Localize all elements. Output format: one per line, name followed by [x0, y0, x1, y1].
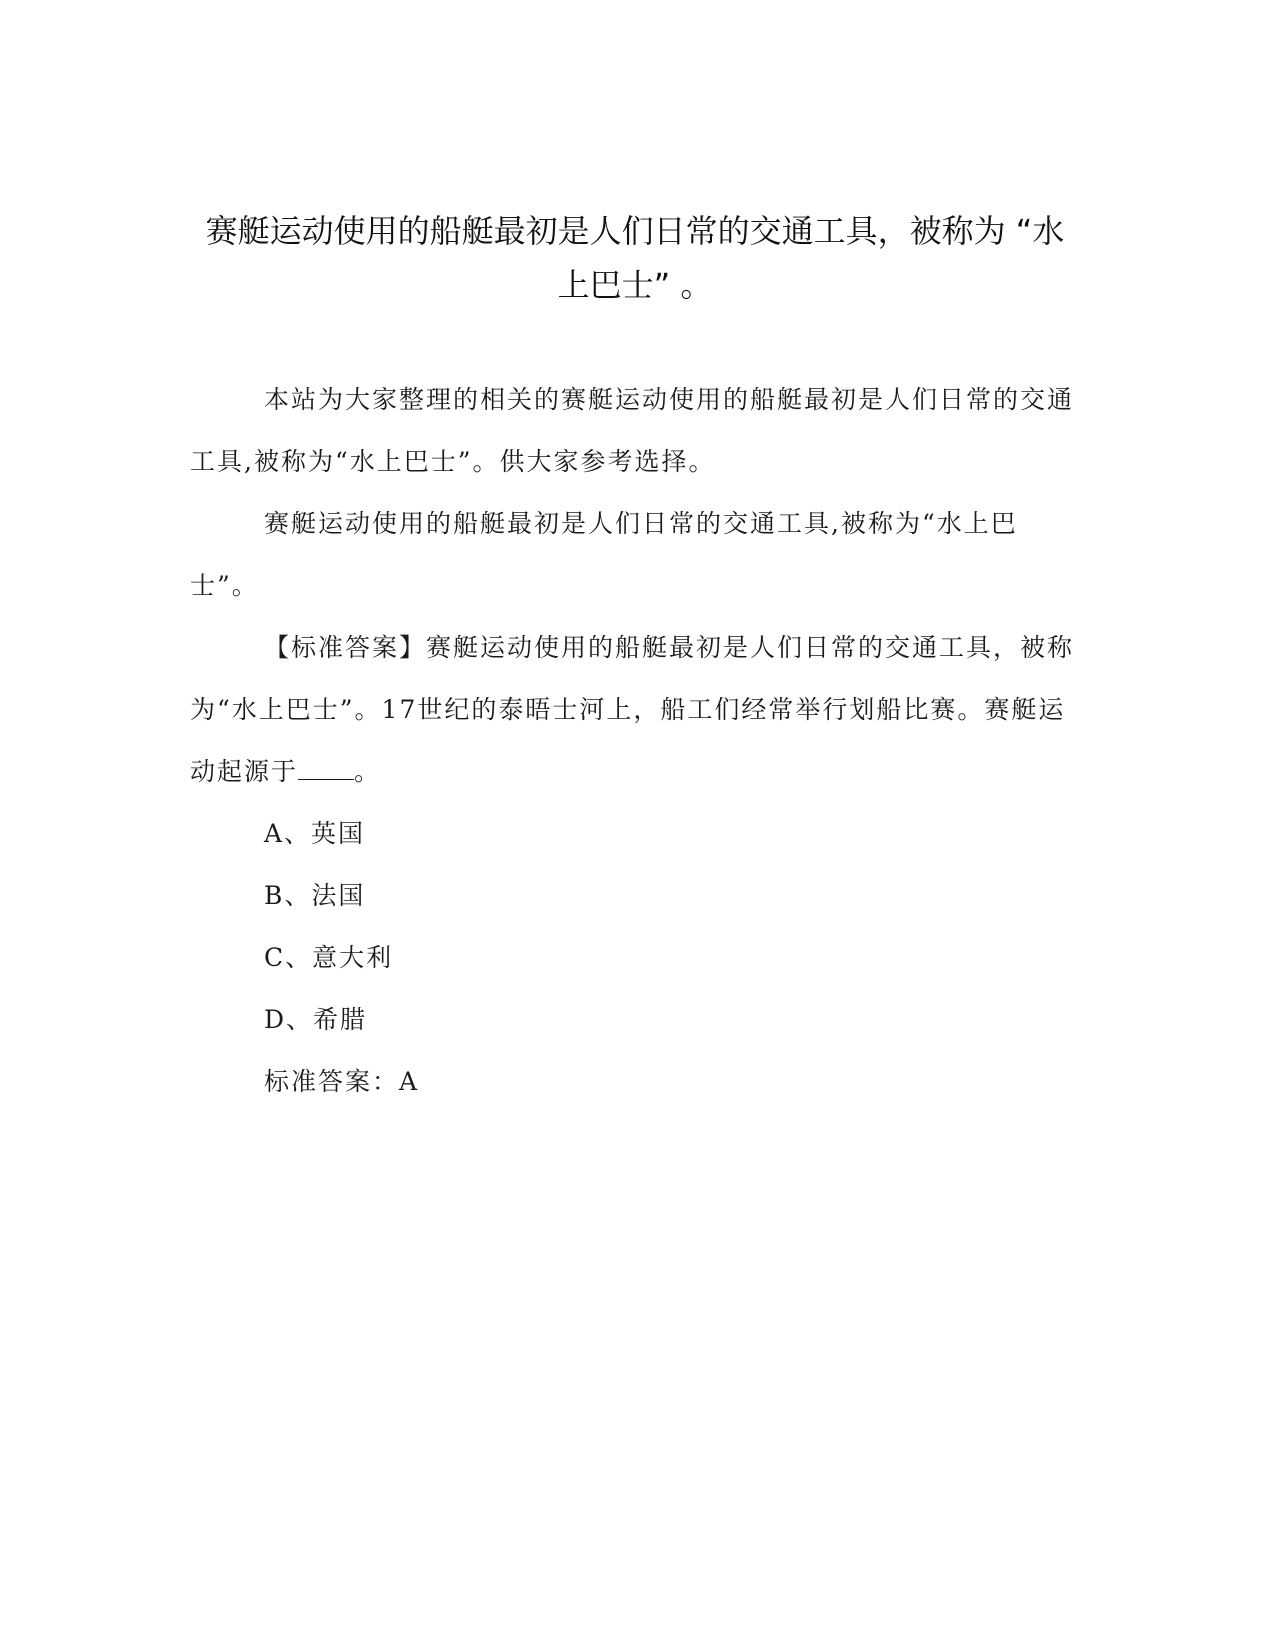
answer-paragraph-text: 【标准答案】赛艇运动使用的船艇最初是人们日常的交通工具，被称为“水上巴士”。17世纪的泰晤士河上，船工们经常举行划船比赛。赛艇运动起源于	[190, 633, 1075, 786]
answer-paragraph-end: 。	[354, 757, 382, 786]
document-body	[190, 369, 1080, 1113]
option-d: D、希腊	[264, 1005, 368, 1034]
document-title: 赛艇运动使用的船艇最初是人们日常的交通工具，被称为 “水上巴士” 。	[205, 212, 1065, 304]
option-b: B、法国	[264, 881, 366, 910]
option-a: A、英国	[264, 819, 366, 848]
standard-answer: 标准答案：A	[264, 1067, 420, 1096]
intro-paragraph: 本站为大家整理的相关的赛艇运动使用的船艇最初是人们日常的交通工具,被称为“水上巴士”。供大家参考选择。	[190, 385, 1075, 476]
fill-in-blank	[298, 757, 354, 780]
option-c: C、意大利	[264, 943, 394, 972]
answer-paragraph	[190, 617, 1080, 803]
question-paragraph: 赛艇运动使用的船艇最初是人们日常的交通工具,被称为“水上巴士”。	[190, 509, 1018, 600]
